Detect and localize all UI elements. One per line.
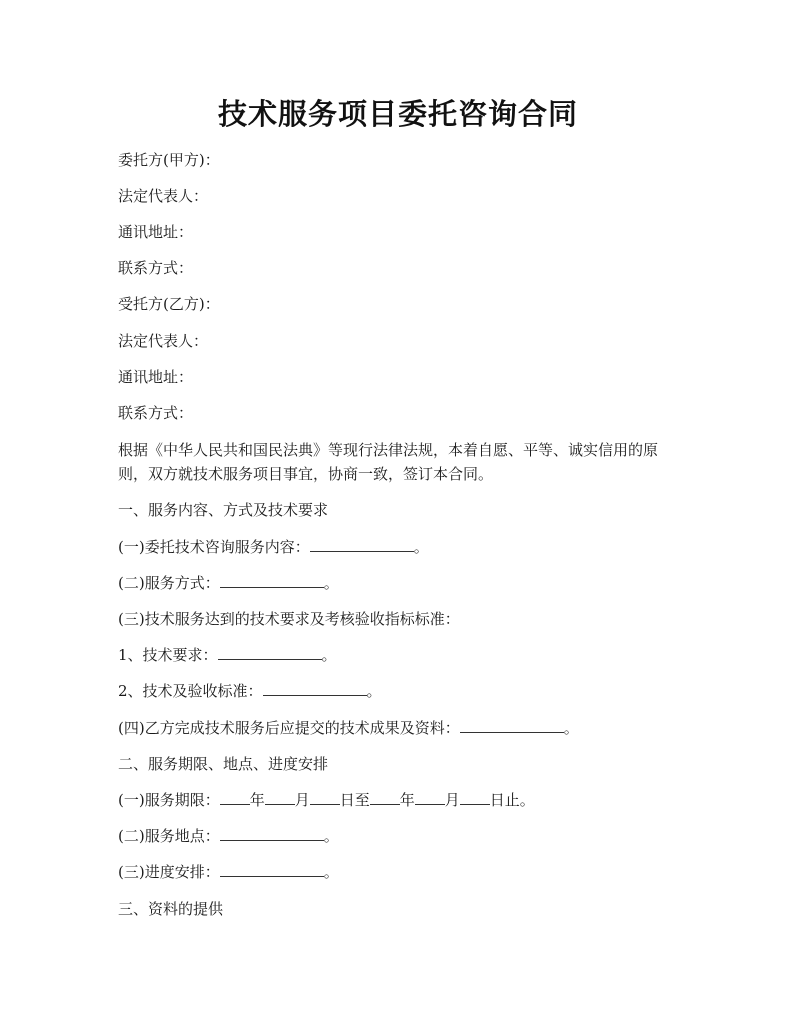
section-2-heading: 二、服务期限、地点、进度安排 xyxy=(118,755,329,773)
period-mark: 。 xyxy=(563,719,579,737)
service-mode-blank xyxy=(220,571,324,588)
party-b-contact-label: 联系方式： xyxy=(118,404,194,422)
start-year-blank xyxy=(220,788,250,805)
tech-requirement-blank xyxy=(218,643,322,660)
period-mark: 。 xyxy=(323,827,339,845)
section-1-heading: 一、服务内容、方式及技术要求 xyxy=(118,501,329,519)
party-a-contact-label: 联系方式： xyxy=(118,259,194,277)
schedule-line xyxy=(118,860,688,884)
day-to-unit: 日至 xyxy=(339,791,370,809)
service-period-label: (一)服务期限： xyxy=(118,791,220,809)
party-a-rep-label: 法定代表人： xyxy=(118,187,209,205)
month-unit: 月 xyxy=(294,791,310,809)
start-month-blank xyxy=(265,788,295,805)
deliverables-line xyxy=(118,716,688,740)
party-a-address-label: 通讯地址： xyxy=(118,223,194,241)
period-mark: 。 xyxy=(366,682,382,700)
service-mode-label: (二)服务方式： xyxy=(118,574,220,592)
schedule-label: (三)进度安排： xyxy=(118,863,220,881)
period-mark: 。 xyxy=(321,646,337,664)
year-unit: 年 xyxy=(399,791,415,809)
deliverables-blank xyxy=(460,716,564,733)
preamble-paragraph xyxy=(118,438,690,486)
service-place-line xyxy=(118,824,688,848)
party-a-name-label: 委托方(甲方)： xyxy=(118,151,220,169)
month-unit: 月 xyxy=(444,791,460,809)
day-end-unit: 日止。 xyxy=(489,791,535,809)
document-title: 技术服务项目委托咨询合同 xyxy=(217,97,578,131)
party-b-address-label: 通讯地址： xyxy=(118,368,194,386)
acceptance-standard-blank xyxy=(263,679,367,696)
tech-requirement-line xyxy=(118,643,688,667)
end-year-blank xyxy=(370,788,400,805)
end-day-blank xyxy=(460,788,490,805)
preamble-line-2: 则，双方就技术服务项目事宜，协商一致，签订本合同。 xyxy=(118,465,494,483)
end-month-blank xyxy=(415,788,445,805)
period-mark: 。 xyxy=(323,574,339,592)
period-mark: 。 xyxy=(323,863,339,881)
service-place-blank xyxy=(220,824,324,841)
year-unit: 年 xyxy=(249,791,265,809)
service-period-line xyxy=(118,788,688,812)
party-b-rep-label: 法定代表人： xyxy=(118,332,209,350)
service-content-line xyxy=(118,535,688,559)
deliverables-label: (四)乙方完成技术服务后应提交的技术成果及资料： xyxy=(118,719,460,737)
schedule-blank xyxy=(220,860,324,877)
start-day-blank xyxy=(310,788,340,805)
party-b-name-label: 受托方(乙方)： xyxy=(118,295,220,313)
tech-requirements-heading: (三)技术服务达到的技术要求及考核验收指标标准： xyxy=(118,610,460,628)
tech-requirement-label: 1、技术要求： xyxy=(118,646,218,664)
preamble-line-1: 根据《中华人民共和国民法典》等现行法律法规，本着自愿、平等、诚实信用的原 xyxy=(118,441,659,459)
service-content-label: (一)委托技术咨询服务内容： xyxy=(118,538,310,556)
acceptance-standard-line xyxy=(118,679,688,703)
service-place-label: (二)服务地点： xyxy=(118,827,220,845)
acceptance-standard-label: 2、技术及验收标准： xyxy=(118,682,263,700)
service-content-blank xyxy=(310,535,414,552)
period-mark: 。 xyxy=(413,538,429,556)
section-3-heading: 三、资料的提供 xyxy=(118,900,224,918)
service-mode-line xyxy=(118,571,688,595)
